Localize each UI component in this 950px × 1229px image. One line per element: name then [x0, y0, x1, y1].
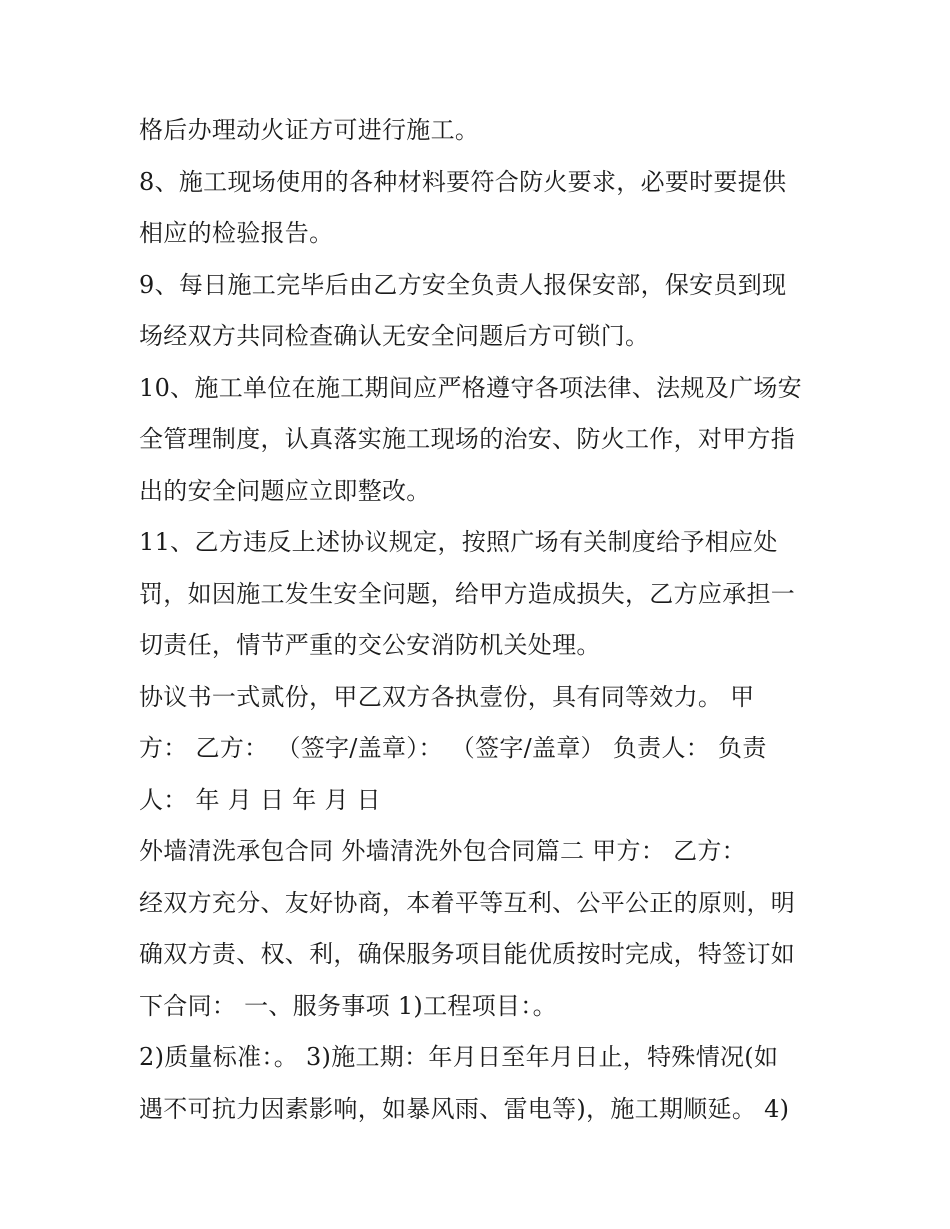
text-line: 切责任，情节严重的交公安消防机关处理。 [139, 631, 601, 659]
text-line: 8、施工现场使用的各种材料要符合防火要求，必要时要提供 [139, 167, 787, 196]
text-line: 全管理制度，认真落实施工现场的治安、防火工作，对甲方指 [139, 425, 796, 453]
text-line: 人： 年 月 日 年 月 日 [139, 785, 381, 814]
text-line: 下合同： 一、服务事项 1)工程项目：。 [139, 991, 557, 1020]
text-line: 协议书一式贰份，甲乙双方各执壹份，具有同等效力。 甲 [139, 682, 755, 711]
text-line: 罚，如因施工发生安全问题，给甲方造成损失，乙方应承担一 [139, 579, 796, 608]
text-line: 10、施工单位在施工期间应严格遵守各项法律、法规及广场安 [139, 373, 802, 402]
text-line: 11、乙方违反上述协议规定，按照广场有关制度给予相应处 [139, 528, 778, 556]
text-line: 2)质量标准：。 3)施工期：年月日至年月日止，特殊情况(如 [139, 1043, 779, 1071]
text-line: 外墙清洗承包合同 外墙清洗外包合同篇二 甲方： 乙方： [139, 837, 746, 865]
text-line: 相应的检验报告。 [139, 219, 334, 247]
text-line: 经双方充分、友好协商，本着平等互利、公平公正的原则，明 [139, 888, 796, 917]
text-line: 出的安全问题应立即整改。 [139, 476, 431, 505]
text-line: 9、每日施工完毕后由乙方安全负责人报保安部，保安员到现 [139, 270, 787, 299]
text-line: 场经双方共同检查确认无安全问题后方可锁门。 [139, 322, 650, 350]
text-line: 确双方责、权、利，确保服务项目能优质按时完成，特签订如 [139, 940, 796, 968]
document-body [139, 105, 829, 1135]
text-line: 方： 乙方： （签字/盖章）： （签字/盖章） 负责人： 负责 [139, 734, 767, 762]
text-line: 格后办理动火证方可进行施工。 [139, 116, 480, 144]
text-line: 遇不可抗力因素影响，如暴风雨、雷电等)，施工期顺延。 4) [139, 1094, 790, 1123]
